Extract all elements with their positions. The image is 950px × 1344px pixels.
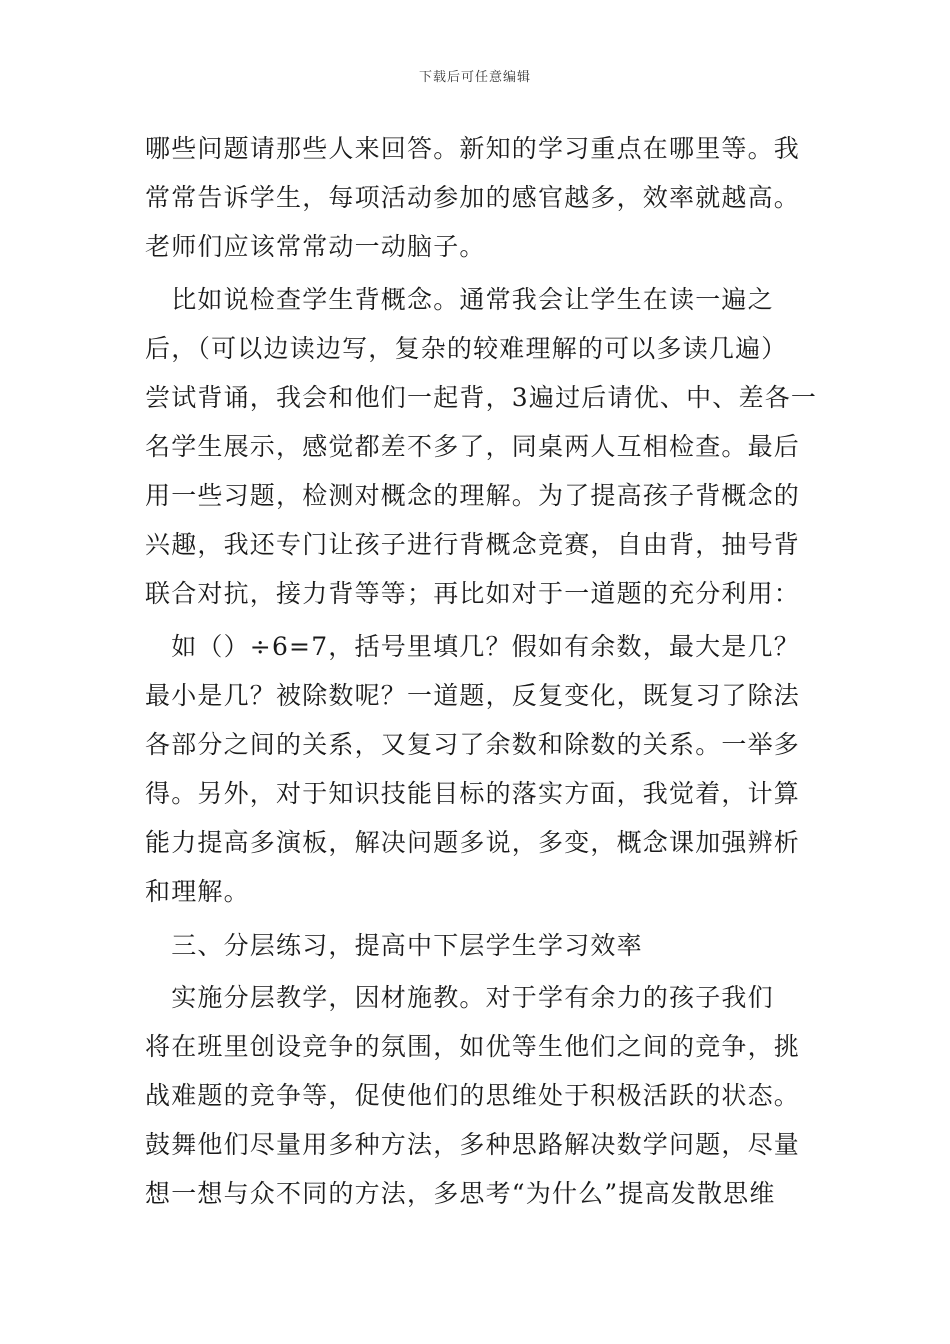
text-line: 老师们应该常常动一动脑子。 [145,232,486,261]
text-line: 鼓舞他们尽量用多种方法，多种思路解决数学问题，尽量 [145,1130,801,1159]
text-line: 最小是几？被除数呢？一道题，反复变化，既复习了除法 [145,681,801,710]
text-line: 如（）÷6=7，括号里填几？假如有余数，最大是几？ [145,632,800,661]
text-line: 哪些问题请那些人来回答。新知的学习重点在哪里等。我 [145,134,801,163]
page-header-note: 下载后可任意编辑 [418,70,531,85]
text-line: 想一想与众不同的方法，多思考“为什么”提高发散思维 [145,1179,776,1208]
section-heading: 三、分层练习，提高中下层学生学习效率 [145,931,643,960]
text-line: 和理解。 [145,877,250,906]
text-line: 联合对抗，接力背等等；再比如对于一道题的充分利用： [145,579,801,608]
text-line: 名学生展示，感觉都差不多了，同桌两人互相检查。最后 [145,432,801,461]
text-line: 常常告诉学生，每项活动参加的感官越多，效率就越高。 [145,183,801,212]
text-line: 尝试背诵，我会和他们一起背，3遍过后请优、中、差各一 [145,383,818,412]
text-line: 将在班里创设竞争的氛围，如优等生他们之间的竞争，挑 [145,1032,801,1061]
text-line: 战难题的竞争等，促使他们的思维处于积极活跃的状态。 [145,1081,801,1110]
text-line: 后，（可以边读边写，复杂的较难理解的可以多读几遍） [145,334,788,363]
text-line: 各部分之间的关系，又复习了余数和除数的关系。一举多 [145,730,801,759]
text-line: 比如说检查学生背概念。通常我会让学生在读一遍之 [145,285,774,314]
text-line: 能力提高多演板，解决问题多说，多变，概念课加强辨析 [145,828,801,857]
text-line: 用一些习题，检测对概念的理解。为了提高孩子背概念的 [145,481,801,510]
text-line: 实施分层教学，因材施教。对于学有余力的孩子我们 [145,983,774,1012]
text-line: 兴趣，我还专门让孩子进行背概念竞赛，自由背，抽号背 [145,530,801,559]
text-line: 得。另外，对于知识技能目标的落实方面，我觉着，计算 [145,779,801,808]
